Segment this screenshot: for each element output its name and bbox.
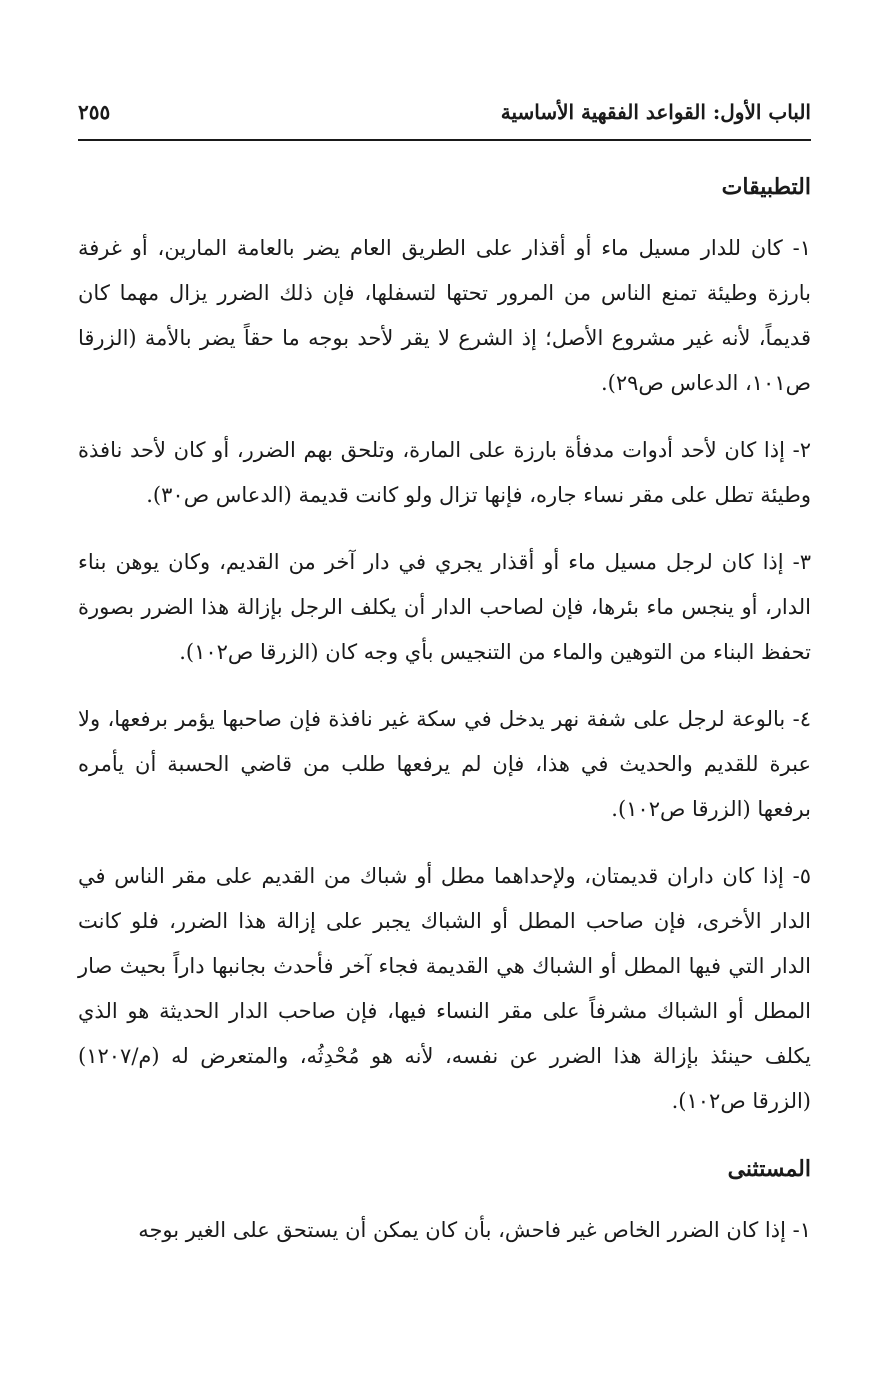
item-text: بالوعة لرجل على شفة نهر يدخل في سكة غير نافذة فإن صاحبها يؤمر برفعها، ولا عبرة للقديم والحديث في هذا، فإن لم يرفعها طلب من قاضي الحسبة أن يأمره برفعها (الزرقا ص١٠٢). [78,707,811,821]
applications-heading: التطبيقات [721,174,811,200]
page-header [78,98,811,138]
header-rule [78,139,811,141]
application-item-5 [78,854,811,1124]
item-number: ٤- [785,707,811,731]
item-number: ٥- [783,864,811,888]
item-text: إذا كان لرجل مسيل ماء أو أقذار يجري في دار آخر من القديم، وكان يوهن بناء الدار، أو ينجس ماء بئرها، فإن لصاحب الدار أن يكلف الرجل بإزالة هذا الضرر بصورة تحفظ البناء من التوهين والماء من التنجيس بأي وجه كان (الزرقا ص١٠٢). [78,550,811,664]
item-text: إذا كان لأحد أدوات مدفأة بارزة على المارة، وتلحق بهم الضرر، أو كان لأحد نافذة وطيئة تطل على مقر نساء جاره، فإنها تزال ولو كانت قديمة (الدعاس ص٣٠). [78,438,811,507]
item-number: ١- [785,1218,811,1242]
item-number: ١- [782,236,811,260]
application-item-4 [78,697,811,832]
running-head: الباب الأول: القواعد الفقهية الأساسية [500,100,811,124]
exceptions-heading: المستثنى [727,1156,811,1182]
exception-item-1 [78,1208,811,1253]
item-number: ٢- [784,438,811,462]
page-body [78,170,811,1275]
item-number: ٣- [783,550,811,574]
page-number: ٢٥٥ [78,100,111,124]
item-text: كان للدار مسيل ماء أو أقذار على الطريق العام يضر بالعامة المارين، أو غرفة بارزة وطيئة تمنع الناس من المرور تحتها لتسفلها، فإن ذلك الضرر يزال مهما كان قديماً، لأنه غير مشروع الأصل؛ إذ الشرع لا يقر لأحد بوجه ما حقاً يضر بالأمة (الزرقا ص١٠١، الدعاس ص٢٩). [78,236,811,395]
item-text: إذا كان الضرر الخاص غير فاحش، بأن كان يمكن أن يستحق على الغير بوجه [138,1218,786,1242]
application-item-2 [78,428,811,518]
application-item-1 [78,226,811,406]
application-item-3 [78,540,811,675]
item-text: إذا كان داران قديمتان، ولإحداهما مطل أو شباك من القديم على مقر الناس في الدار الأخرى، فإن صاحب المطل أو الشباك يجبر على إزالة هذا الضرر، فلو كانت الدار التي فيها المطل أو الشباك هي القديمة فجاء آخر فأحدث بجانبها داراً بحيث صار المطل أو الشباك مشرفاً على مقر النساء فيها، فإن صاحب الدار الحديثة هو الذي يكلف حينئذ بإزالة هذا الضرر عن نفسه، لأنه هو مُحْدِثُه، والمتعرض له (م/١٢٠٧) (الزرقا ص١٠٢). [78,864,811,1113]
